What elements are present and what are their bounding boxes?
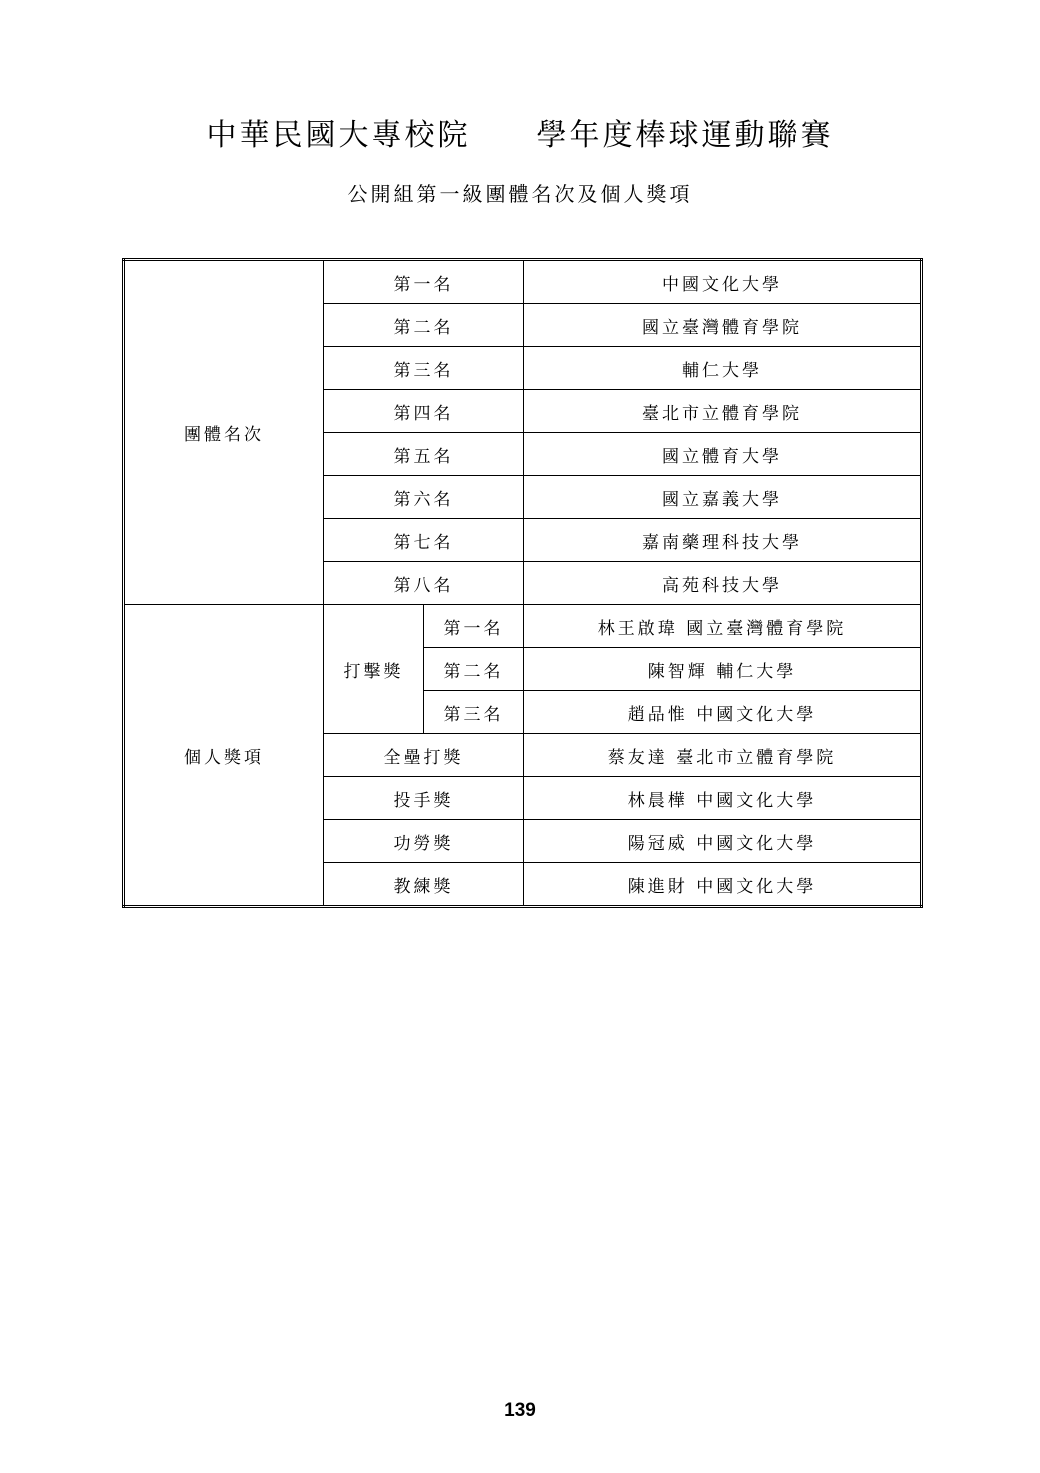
batting-rank: 第一名 [424,605,524,648]
batting-rank: 第二名 [424,648,524,691]
team-school: 高苑科技大學 [524,562,922,605]
team-school: 國立臺灣體育學院 [524,304,922,347]
team-rank: 第六名 [324,476,524,519]
award-name: 功勞獎 [324,820,524,863]
team-school: 嘉南藥理科技大學 [524,519,922,562]
award-winner: 林王啟瑋 國立臺灣體育學院 [524,605,922,648]
team-rank: 第七名 [324,519,524,562]
award-winner: 林晨樺 中國文化大學 [524,777,922,820]
award-winner: 蔡友達 臺北市立體育學院 [524,734,922,777]
team-rank: 第一名 [324,260,524,304]
team-school: 中國文化大學 [524,260,922,304]
team-rank: 第三名 [324,347,524,390]
individual-section-label: 個人獎項 [124,605,324,907]
batting-rank: 第三名 [424,691,524,734]
award-name: 投手獎 [324,777,524,820]
team-school: 國立體育大學 [524,433,922,476]
team-school: 國立嘉義大學 [524,476,922,519]
award-winner: 陳進財 中國文化大學 [524,863,922,907]
award-winner: 陳智輝 輔仁大學 [524,648,922,691]
table-row [124,605,922,648]
page-subtitle: 公開組第一級團體名次及個人獎項 [347,182,693,206]
team-rank: 第八名 [324,562,524,605]
team-section-label: 團體名次 [124,260,324,605]
table-row [124,260,922,304]
award-name: 全壘打獎 [324,734,524,777]
team-school: 臺北市立體育學院 [524,390,922,433]
batting-award-label: 打擊獎 [324,605,424,734]
page-title: 中華民國大專校院 學年度棒球運動聯賽 [206,118,834,153]
team-rank: 第五名 [324,433,524,476]
team-rank: 第二名 [324,304,524,347]
award-winner: 陽冠威 中國文化大學 [524,820,922,863]
team-school: 輔仁大學 [524,347,922,390]
results-table [122,258,923,908]
award-winner: 趙品惟 中國文化大學 [524,691,922,734]
award-name: 教練獎 [324,863,524,907]
page-number: 139 [504,1400,536,1421]
team-rank: 第四名 [324,390,524,433]
